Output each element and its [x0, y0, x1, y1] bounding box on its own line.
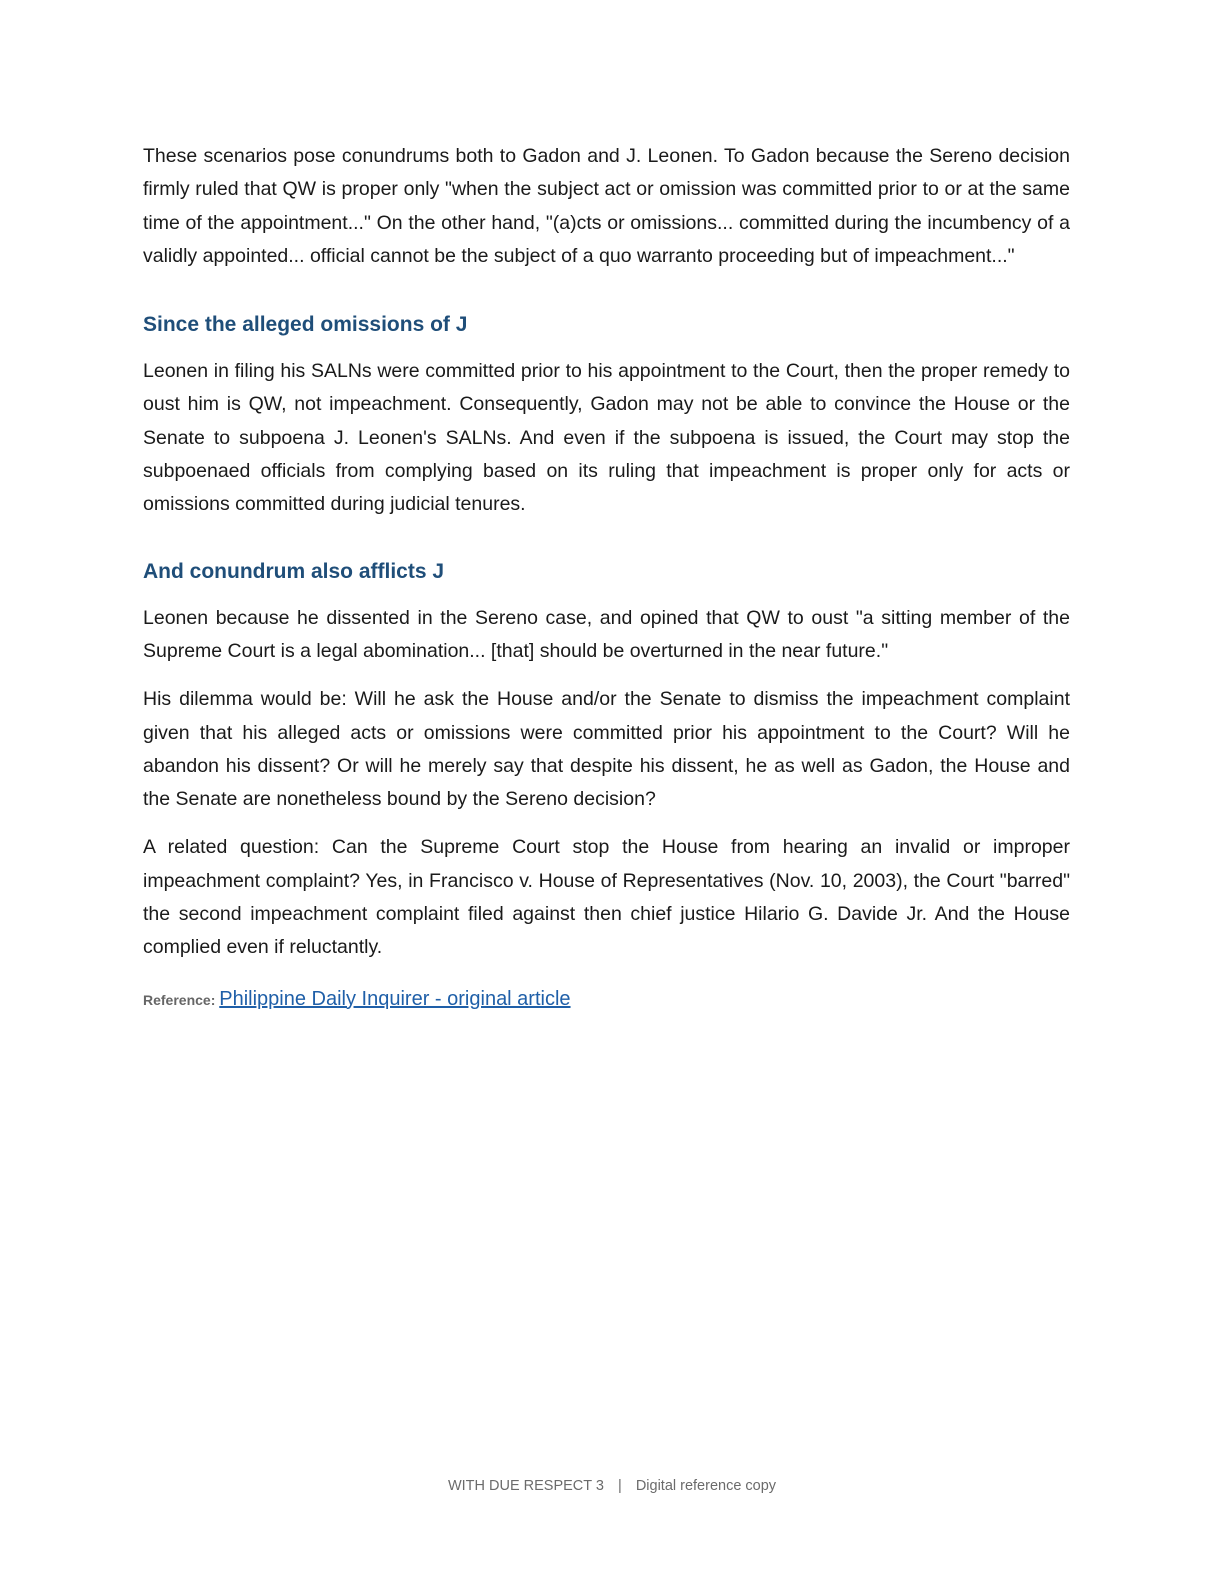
body-paragraph: These scenarios pose conundrums both to Gadon and J. Leonen. To Gadon because the Sereno decision firmly ruled that QW is proper only "when the subject act or omission was committed prior to or at the same time of the appointment..." On the other hand, "(a)cts or omissions... committed during the incumbency of a validly appointed... official cannot be the subject of a quo warranto proceeding but of impeachment...": [143, 145, 1070, 267]
reference-link[interactable]: Philippine Daily Inquirer - original article: [219, 987, 571, 1010]
page-footer: [0, 1478, 1224, 1494]
body-paragraph: His dilemma would be: Will he ask the House and/or the Senate to dismiss the impeachment complaint given that his alleged acts or omissions were committed prior his appointment to the Court? Will he abandon his dissent? Or will he merely say that despite his dissent, he as well as Gadon, the House and the Senate are nonetheless bound by the Sereno decision?: [143, 688, 1070, 811]
section-heading: And conundrum also afflicts J: [143, 559, 445, 583]
reference-label: Reference:: [143, 991, 216, 1008]
section-heading: Since the alleged omissions of J: [143, 313, 468, 337]
footer-separator: |: [618, 1478, 622, 1494]
document-body: [143, 140, 1070, 1015]
footer-subtitle: Digital reference copy: [635, 1478, 777, 1494]
reference-line: [143, 984, 1070, 1015]
body-paragraph: Leonen because he dissented in the Sereno case, and opined that QW to oust "a sitting member of the Supreme Court is a legal abomination... [that] should be overturned in the near future.": [143, 606, 1070, 662]
body-paragraph: A related question: Can the Supreme Court stop the House from hearing an invalid or improper impeachment complaint? Yes, in Francisco v. House of Representatives (Nov. 10, 2003), the Court "barred" the second impeachment complaint filed against then chief justice Hilario G. Davide Jr. And the House complied even if reluctantly.: [143, 836, 1070, 959]
footer-title: WITH DUE RESPECT 3: [447, 1478, 604, 1494]
body-paragraph: Leonen in filing his SALNs were committed prior to his appointment to the Court, then the proper remedy to oust him is QW, not impeachment. Consequently, Gadon may not be able to convince the House or the Senate to subpoena J. Leonen's SALNs. And even if the subpoena is issued, the Court may stop the subpoenaed officials from complying based on its ruling that impeachment is proper only for acts or omissions committed during judicial tenures.: [143, 360, 1070, 516]
